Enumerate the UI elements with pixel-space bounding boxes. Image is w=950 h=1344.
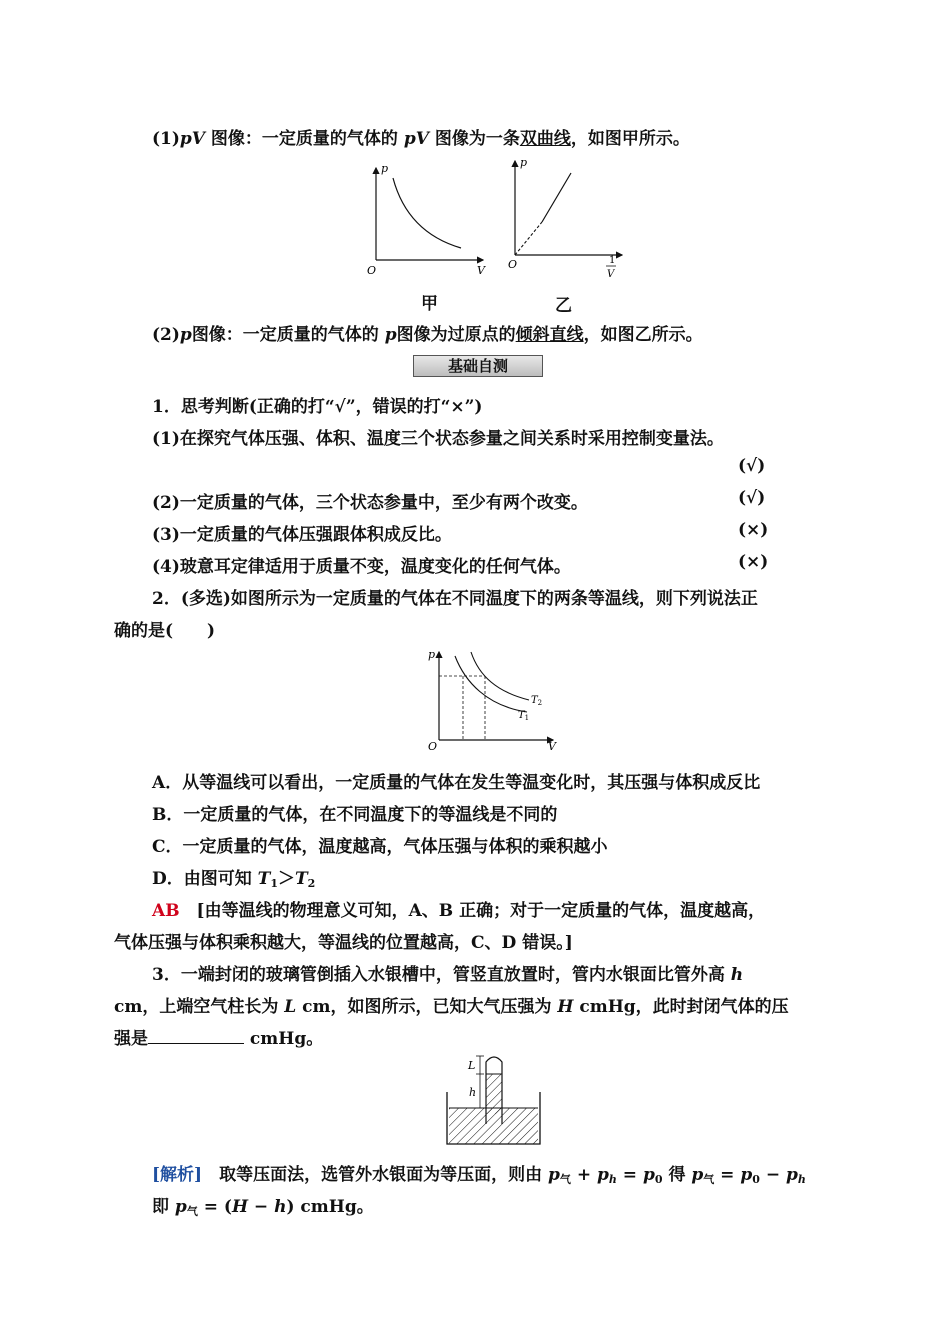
- graph-yi: [502, 155, 632, 283]
- axis-one-over-v-den: V: [607, 269, 615, 280]
- q3-stem-line1: 3．一端封闭的玻璃管倒插入水银槽中，管竖直放置时，管内水银面比管外高 h: [152, 965, 744, 985]
- hyperbola-curve: [393, 178, 461, 248]
- q2-option-c: C．一定质量的气体，温度越高，气体压强与体积的乘积越小: [152, 837, 608, 857]
- q2-answer: AB: [152, 901, 180, 921]
- origin-label: O: [367, 264, 377, 277]
- t2-label: $T_2$: [531, 695, 543, 707]
- pv-graph-description: (1)pV 图像：一定质量的气体的 pV 图像为一条双曲线，如图甲所示。: [152, 129, 690, 149]
- q1-item-2-mark: (√): [738, 488, 766, 508]
- inclined-line: [542, 173, 571, 222]
- q2-stem-line2: 确的是( ): [114, 621, 216, 641]
- caption-jia: 甲: [421, 294, 438, 314]
- q2-explanation-line2: 气体压强与体积乘积越大，等温线的位置越高，C、D 错误。]: [114, 933, 573, 953]
- label-h: h: [469, 1086, 477, 1099]
- dashed-extension: [515, 222, 542, 255]
- axis-p-label: p: [428, 648, 436, 661]
- axis-p-label: p: [520, 156, 528, 169]
- q1-item-1: (1)在探究气体压强、体积、温度三个状态参量之间关系时采用控制变量法。: [152, 429, 724, 449]
- axis-v-label: V: [548, 740, 556, 753]
- origin-label: O: [428, 740, 438, 753]
- q3-stem-line3: 强是 cmHg。: [114, 1029, 324, 1049]
- q2-stem-line1: 2．(多选)如图所示为一定质量的气体在不同温度下的两条等温线，则下列说法正: [152, 589, 758, 609]
- answer-blank[interactable]: [148, 1029, 244, 1044]
- axis-one-over-v-num: 1: [609, 255, 616, 266]
- q2-option-a: A．从等温线可以看出，一定质量的气体在发生等温变化时，其压强与体积成反比: [152, 773, 761, 793]
- p-graph-description: (2)p图像：一定质量的气体的 p图像为过原点的倾斜直线，如图乙所示。: [152, 325, 703, 345]
- q1-item-2: (2)一定质量的气体，三个状态参量中，至少有两个改变。: [152, 493, 588, 513]
- q2-explanation-line1: AB [由等温线的物理意义可知，A、B 正确；对于一定质量的气体，温度越高，: [152, 901, 766, 921]
- q1-item-3-mark: (×): [738, 520, 769, 540]
- label-L: L: [468, 1059, 476, 1072]
- q2-option-d: D．由图可知 $T_1>T_2$: [152, 869, 316, 890]
- q1-item-3: (3)一定质量的气体压强跟体积成反比。: [152, 525, 452, 545]
- caption-yi: 乙: [555, 296, 572, 316]
- axis-p-label: p: [381, 162, 389, 175]
- q2-option-b: B．一定质量的气体，在不同温度下的等温线是不同的: [152, 805, 558, 825]
- q3-analysis-line1: [解析] 取等压面法，选管外水银面为等压面，则由 $p_气 + p_h = p_0$ 得 $p_气 = p_0 - p_h$: [152, 1165, 806, 1186]
- graph-jia: [365, 160, 495, 280]
- q3-analysis-line2: 即 $p_气 = (H - h)$ cmHg。: [152, 1197, 374, 1218]
- axis-v-label: V: [477, 264, 485, 277]
- section-banner: 基础自测: [413, 355, 543, 377]
- analysis-tag: [解析]: [152, 1165, 203, 1185]
- mercury-tube-figure: [440, 1050, 546, 1150]
- isotherm-graph: [425, 646, 560, 754]
- q3-stem-line2: cm，上端空气柱长为 L cm，如图所示，已知大气压强为 H cmHg，此时封闭气体的压: [114, 997, 789, 1017]
- q1-title: 1．思考判断(正确的打“√”，错误的打“×”): [152, 397, 483, 417]
- mercury-column: [486, 1074, 502, 1114]
- q1-item-4: (4)玻意耳定律适用于质量不变，温度变化的任何气体。: [152, 557, 571, 577]
- q1-item-1-mark: (√): [738, 456, 766, 476]
- isotherm-t1: [455, 656, 527, 712]
- q1-item-4-mark: (×): [738, 552, 769, 572]
- origin-label: O: [508, 258, 518, 271]
- t1-label: $T_1$: [518, 710, 530, 722]
